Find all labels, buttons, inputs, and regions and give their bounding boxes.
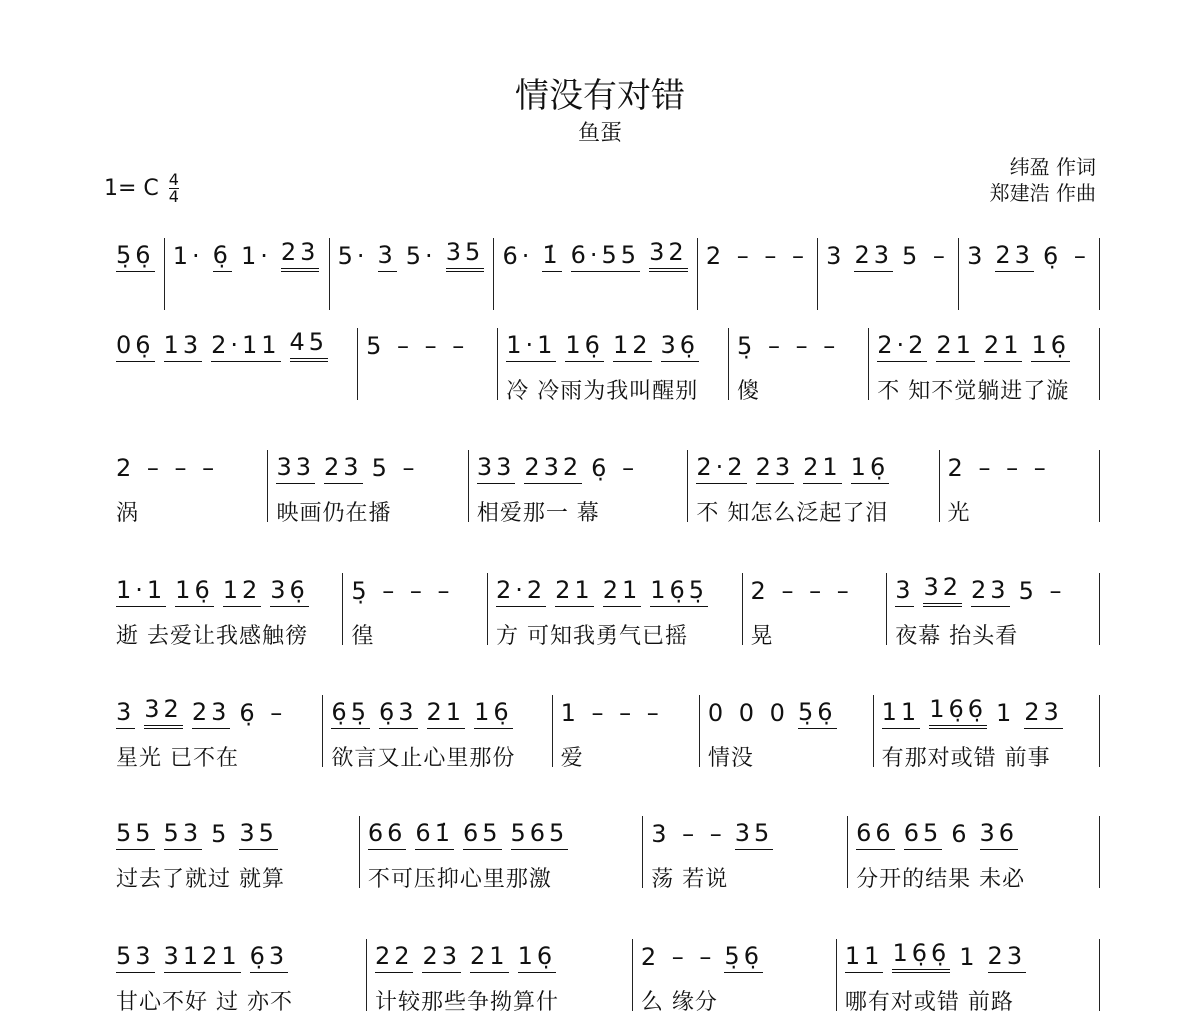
measure-notes — [826, 238, 950, 272]
lyrics: 不 知不觉躺进了漩 — [877, 379, 1070, 404]
note-group: 65 — [463, 819, 502, 850]
note-group: 11 — [882, 698, 921, 729]
note-group: 5 – – – — [366, 332, 469, 360]
note-group: 1 — [996, 699, 1016, 727]
lyrics: 计较那些争拗算什 — [374, 990, 559, 1015]
lyrics — [116, 284, 156, 310]
lyrics: 不可压抑心里那激 — [367, 867, 552, 892]
note-group: 3 — [116, 698, 135, 729]
note-group: 5· — [405, 242, 437, 270]
note-group: 16̣ — [518, 942, 557, 973]
note-group: 5̣6̣ — [116, 241, 155, 272]
note-group: 6̣ — [213, 241, 232, 272]
measure — [108, 573, 343, 649]
lyrics — [826, 284, 950, 310]
key-signature — [104, 172, 179, 205]
note-group: 2 – – – — [750, 577, 853, 605]
lyrics: 夜幕 抬头看 — [895, 624, 1019, 649]
measure-notes — [696, 450, 930, 484]
note-group: 21 — [984, 331, 1023, 362]
note-group: 3 — [826, 242, 846, 270]
note-group: 2 – – – — [947, 454, 1050, 482]
measure — [108, 695, 323, 771]
note-group: 36̣ — [661, 331, 700, 362]
note-group: 32 — [144, 695, 183, 729]
note-group: 21 — [936, 331, 975, 362]
note-group: 65 — [904, 819, 943, 850]
lyrics — [967, 284, 1091, 310]
measure-notes — [338, 238, 486, 272]
lyrics: 有那对或错 前事 — [881, 746, 1051, 771]
measure-notes — [366, 328, 489, 362]
note-group: 3 — [378, 241, 397, 272]
note-group: 45 — [290, 328, 329, 362]
measure-notes — [331, 695, 543, 729]
lyrics: 傻 — [737, 379, 761, 404]
note-group: 13 — [164, 331, 203, 362]
measure — [633, 939, 837, 1015]
measure-notes — [845, 939, 1091, 973]
measure — [165, 238, 330, 310]
measure-notes — [116, 939, 358, 973]
lyrics: 甘心不好 过 亦不 — [116, 990, 293, 1015]
lyrics: 映画仍在播 — [276, 501, 392, 526]
note-group: 1̇ — [542, 241, 561, 272]
score-row — [108, 450, 1100, 526]
measure — [643, 816, 848, 892]
lyrics — [173, 284, 321, 310]
note-group: 33 — [477, 453, 516, 484]
note-group: 2 – – – — [116, 454, 219, 482]
lyrics — [338, 284, 486, 310]
note-group: 23 — [192, 698, 231, 729]
lyrics: 不 知怎么泛起了泪 — [696, 501, 889, 526]
lyrics: 哪有对或错 前路 — [844, 990, 1014, 1015]
note-group: 1 – – – — [560, 699, 663, 727]
note-group: 2·11 — [211, 331, 280, 362]
key-label: 1= C — [104, 176, 159, 201]
measure — [108, 939, 367, 1015]
lyrics: 欲言又止心里那份 — [331, 746, 516, 771]
note-group: 5 — [211, 820, 231, 848]
measure-notes — [895, 573, 1091, 607]
note-group: 3 – – — [651, 820, 726, 848]
measure — [940, 450, 1100, 526]
note-group: 5 – — [371, 454, 419, 482]
note-group: 11 — [845, 942, 884, 973]
note-group: 6·55 — [571, 241, 640, 272]
score-row — [108, 328, 1100, 404]
lyrics: 荡 若说 — [651, 867, 729, 892]
note-group: 23 — [422, 942, 461, 973]
measure — [343, 573, 488, 649]
note-group: 1· — [240, 242, 272, 270]
measure — [108, 450, 268, 526]
note-group: 5̣ – – – — [737, 332, 840, 360]
note-group: 2 – – — [640, 943, 716, 971]
note-group: 21 — [803, 453, 842, 484]
measure — [887, 573, 1100, 649]
measure — [743, 573, 888, 649]
measure-notes — [116, 816, 351, 850]
measure — [323, 695, 552, 771]
measure-notes — [375, 939, 624, 973]
note-group: 22 — [375, 942, 414, 973]
note-group: 6 — [951, 820, 971, 848]
measure-notes — [173, 238, 321, 272]
lyrics — [116, 374, 349, 400]
lyrics: 星光 已不在 — [116, 746, 239, 771]
lyrics: 晃 — [750, 624, 774, 649]
note-group: 61̇ — [415, 819, 454, 850]
measure — [330, 238, 495, 310]
song-title: 情没有对错 — [515, 76, 685, 116]
measure — [874, 695, 1100, 771]
note-group: 5· — [337, 242, 369, 270]
measure-notes — [276, 450, 459, 484]
note-group: 35 — [735, 819, 774, 850]
note-group: 23 — [281, 238, 320, 272]
measure-notes — [506, 328, 720, 362]
measure — [729, 328, 869, 404]
measure — [818, 238, 959, 310]
lyricist: 纬盈 作词 — [1009, 155, 1096, 179]
lyrics: 方 可知我勇气已摇 — [495, 624, 688, 649]
measure — [108, 328, 358, 400]
lyrics: 相爱那一 幕 — [476, 501, 600, 526]
note-group: 23 — [756, 453, 795, 484]
lyrics: 么 缘分 — [640, 990, 718, 1015]
note-group: 16̣ — [474, 698, 513, 729]
note-group: 16̣ — [175, 576, 214, 607]
note-group: 12 — [223, 576, 262, 607]
measure-notes — [706, 238, 809, 272]
lyrics: 冷 冷雨为我叫醒别 — [506, 379, 699, 404]
composer: 郑建浩 作曲 — [989, 181, 1096, 205]
measure-notes — [708, 695, 865, 729]
note-group: 6̣ – — [591, 454, 639, 482]
measure-notes — [641, 939, 828, 973]
note-group: 53 — [116, 942, 155, 973]
note-group: 2·2 — [496, 576, 546, 607]
note-group: 2·2 — [877, 331, 927, 362]
note-group: 21 — [555, 576, 594, 607]
time-signature — [169, 172, 179, 205]
note-group: 1·1 — [116, 576, 166, 607]
note-group: 16̣6̣ — [929, 695, 987, 729]
note-group: 35 — [446, 238, 485, 272]
score-row — [108, 816, 1100, 892]
lyrics — [366, 374, 489, 400]
measure-notes — [948, 450, 1091, 484]
time-top: 4 — [168, 170, 179, 189]
note-group: 23 — [988, 942, 1027, 973]
measure — [869, 328, 1100, 404]
note-group: 3121 — [164, 942, 241, 973]
note-group: 23 — [324, 453, 363, 484]
measure — [688, 450, 939, 526]
lyrics: 分开的结果 未必 — [856, 867, 1026, 892]
note-group: 6· — [502, 242, 534, 270]
note-group: 5̣6̣ — [724, 942, 763, 973]
lyrics: 涡 — [116, 501, 140, 526]
measure — [498, 328, 729, 404]
note-group: 21 — [470, 942, 509, 973]
note-group: 53 — [164, 819, 203, 850]
note-group: 6̣3 — [250, 942, 289, 973]
score-row — [108, 573, 1100, 649]
note-group: 5 – — [902, 242, 949, 270]
measure-notes — [477, 450, 680, 484]
lyrics: 爱 — [560, 746, 584, 771]
note-group: 6̣ – — [239, 699, 287, 727]
score-row — [108, 695, 1100, 771]
note-group: 66 — [856, 819, 895, 850]
measure-notes — [116, 450, 259, 484]
measure-notes — [351, 573, 479, 607]
note-group: 21 — [427, 698, 466, 729]
lyrics — [502, 284, 688, 310]
note-group: 16̣6̣ — [892, 939, 950, 973]
note-group: 2 – – – — [705, 242, 808, 270]
note-group: 5̣ – – – — [351, 577, 454, 605]
measure — [959, 238, 1100, 310]
singer-name: 鱼蛋 — [577, 121, 622, 146]
lyrics: 徨 — [351, 624, 375, 649]
measure — [360, 816, 643, 892]
note-group: 55 — [116, 819, 155, 850]
note-group: 5̣6̣ — [798, 698, 837, 729]
measure — [848, 816, 1100, 892]
note-group: 3 — [895, 576, 914, 607]
measure-notes — [116, 238, 156, 272]
measure — [469, 450, 689, 526]
measure-notes — [877, 328, 1091, 362]
note-group: 12 — [613, 331, 652, 362]
measure — [837, 939, 1100, 1015]
lyrics: 情没 — [707, 746, 754, 771]
note-group: 16̣ — [565, 331, 604, 362]
measure — [494, 238, 697, 310]
note-group: 06̣ — [116, 331, 155, 362]
note-group: 36̣ — [270, 576, 309, 607]
measure-notes — [116, 695, 314, 729]
measure — [268, 450, 468, 526]
lyrics — [706, 284, 809, 310]
measure-notes — [116, 573, 334, 607]
note-group: 35 — [239, 819, 278, 850]
measure-notes — [368, 816, 634, 850]
note-group: 6̣3 — [379, 698, 418, 729]
note-group: 16̣ — [1031, 331, 1070, 362]
measure — [108, 238, 165, 310]
note-group: 0 0 0 — [707, 699, 789, 727]
measure — [488, 573, 743, 649]
measure — [700, 695, 874, 771]
measure-notes — [502, 238, 688, 272]
time-bottom: 4 — [168, 187, 179, 206]
lyrics: 逝 去爱让我感触徬 — [116, 624, 308, 649]
note-group: 21 — [603, 576, 642, 607]
note-group: 5 – — [1018, 577, 1066, 605]
note-group: 32 — [649, 238, 688, 272]
credits — [990, 154, 1096, 206]
note-group: 23 — [971, 576, 1010, 607]
measure — [553, 695, 700, 771]
note-group: 6̣ – — [1042, 242, 1090, 270]
note-group: 16̣ — [851, 453, 890, 484]
note-group: 66 — [368, 819, 407, 850]
note-group: 33 — [276, 453, 315, 484]
note-group: 3 — [967, 242, 987, 270]
note-group: 6̣5̣ — [331, 698, 370, 729]
note-group: 1·1 — [506, 331, 556, 362]
measure — [358, 328, 498, 400]
measure-notes — [737, 328, 860, 362]
note-group: 1 — [959, 943, 979, 971]
measure-notes — [561, 695, 691, 729]
score-row — [108, 238, 1100, 310]
note-group: 2·2 — [696, 453, 746, 484]
note-group: 32 — [923, 573, 962, 607]
note-group: 565 — [511, 819, 569, 850]
note-group: 23 — [854, 241, 893, 272]
score-row — [108, 939, 1100, 1015]
measure — [698, 238, 818, 310]
lyrics: 过去了就过 就算 — [116, 867, 285, 892]
measure-notes — [116, 328, 349, 362]
measure-notes — [882, 695, 1091, 729]
lyrics: 光 — [947, 501, 971, 526]
measure-notes — [967, 238, 1091, 272]
measure — [108, 816, 360, 892]
measure-notes — [496, 573, 734, 607]
note-group: 1· — [172, 242, 204, 270]
measure-notes — [751, 573, 879, 607]
note-group: 232 — [524, 453, 582, 484]
note-group: 36 — [980, 819, 1019, 850]
measure — [367, 939, 633, 1015]
measure-notes — [651, 816, 839, 850]
measure-notes — [856, 816, 1091, 850]
note-group: 16̣5̣ — [650, 576, 708, 607]
note-group: 23 — [1024, 698, 1063, 729]
note-group: 23 — [995, 241, 1034, 272]
